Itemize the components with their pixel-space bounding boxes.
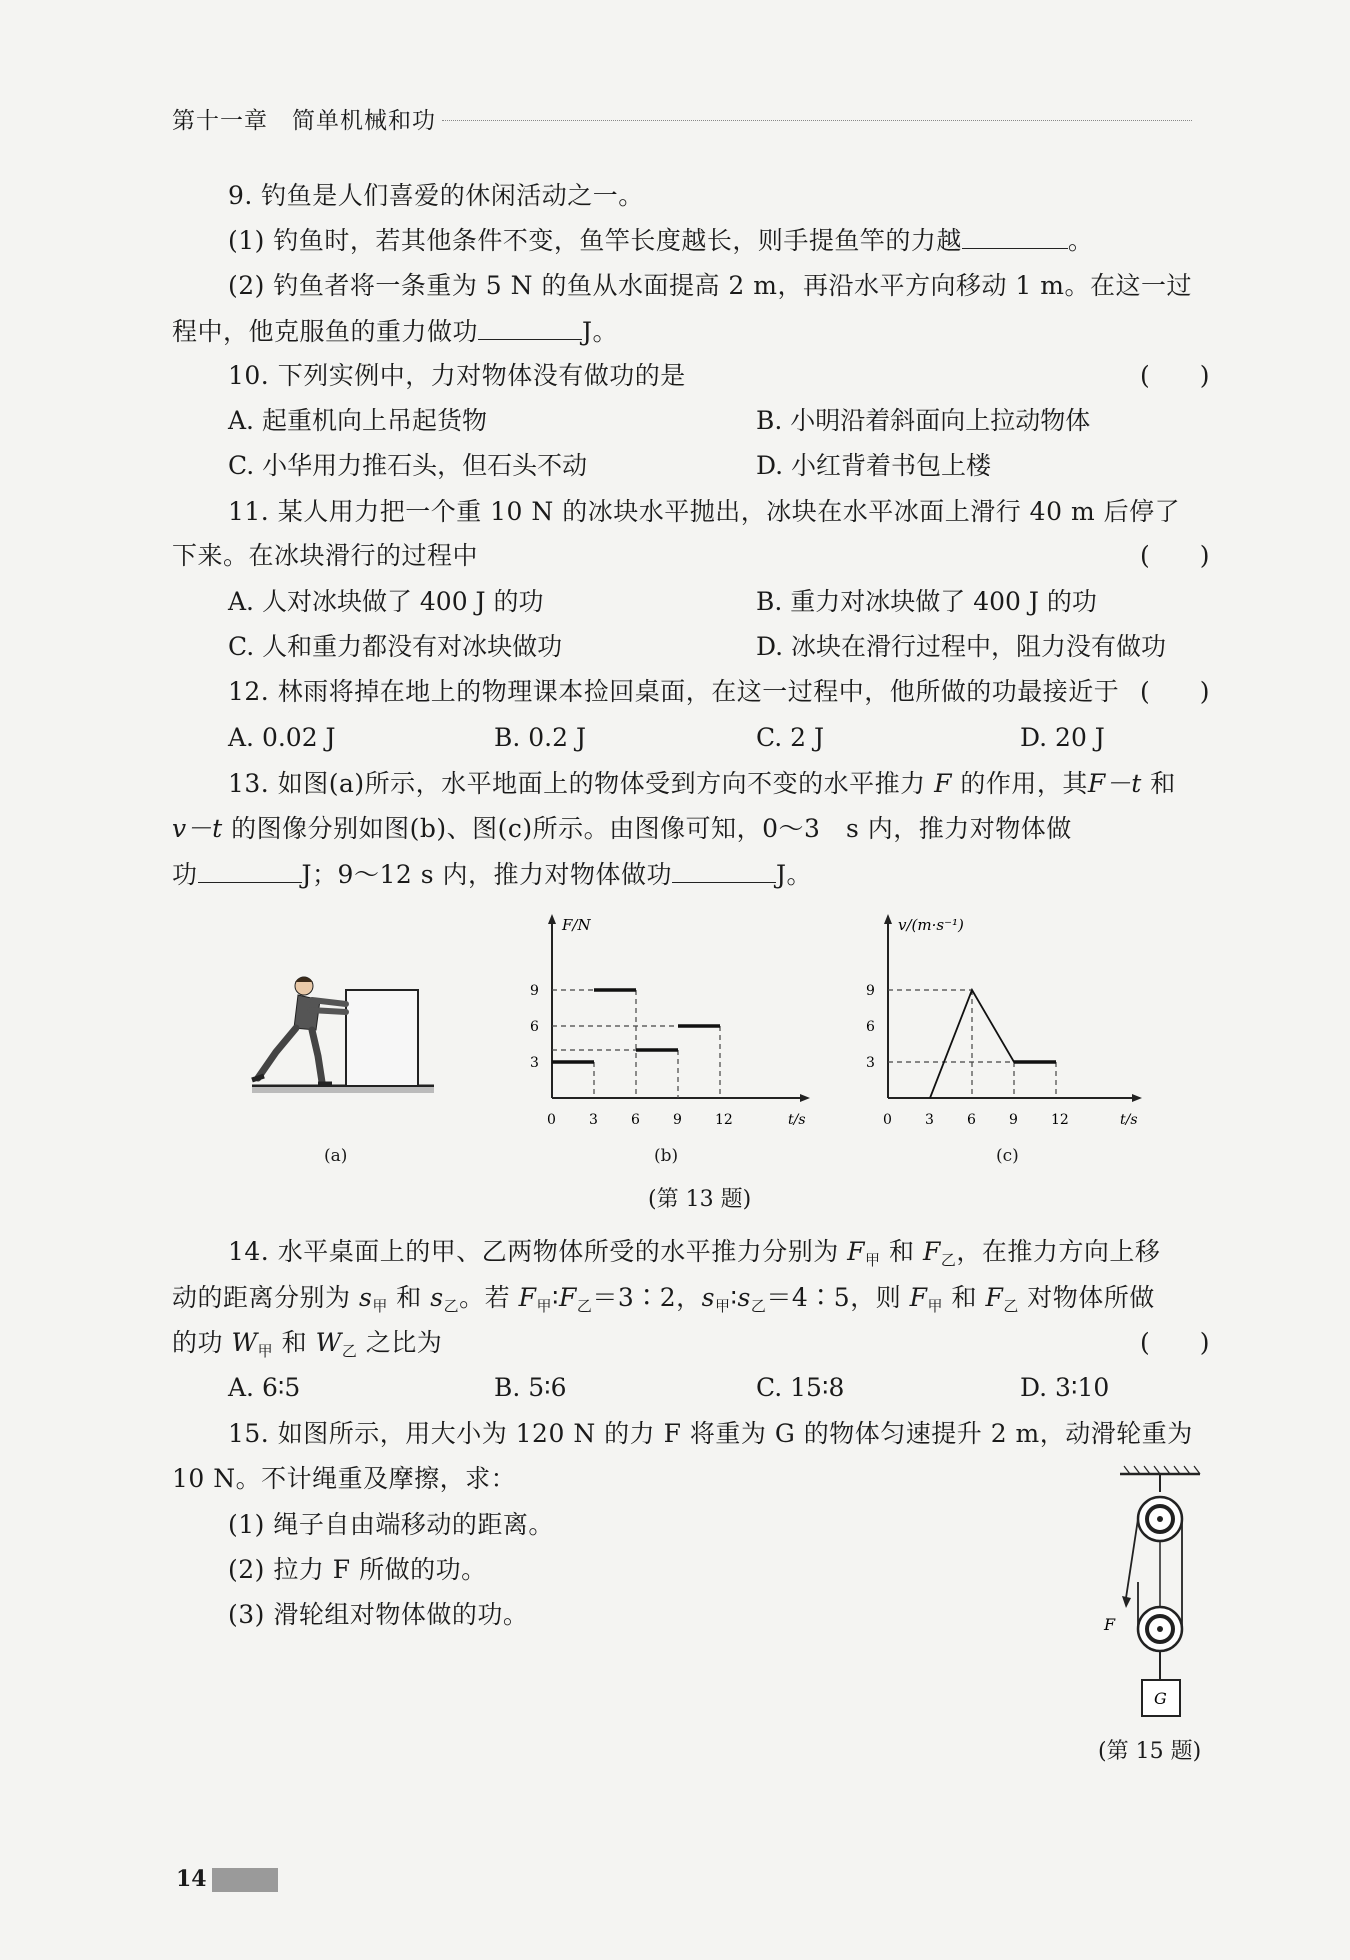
symbol-s: s — [430, 1283, 444, 1312]
q9-part2-end: J。 — [582, 317, 619, 346]
q14-option-d[interactable]: D. 3∶10 — [1020, 1373, 1110, 1402]
q14-text: ＝4∶5，则 — [766, 1283, 902, 1312]
q14-text: 和 — [281, 1328, 308, 1357]
q14-line1 — [228, 1234, 1160, 1278]
tick-labels — [866, 983, 1069, 1128]
q13-line3 — [172, 856, 812, 893]
q9-part2-text: 程中，他克服鱼的重力做功 — [172, 317, 479, 346]
q10-stem: 10. 下列实例中，力对物体没有做功的是 — [228, 361, 686, 390]
x-axis-arrow — [1132, 1094, 1142, 1102]
y-tick-label: 6 — [866, 1019, 875, 1035]
q9-part1 — [228, 222, 1093, 259]
x-tick-label: 0 — [883, 1112, 892, 1128]
figure-b-label: (b) — [654, 1146, 679, 1166]
q12-option-c[interactable]: C. 2 J — [756, 723, 825, 752]
figure-a-pushing-box — [246, 960, 446, 1100]
x-tick-label: 12 — [1051, 1112, 1069, 1128]
symbol-s: s — [358, 1283, 373, 1312]
answer-blank[interactable] — [962, 222, 1068, 249]
ratio-colon: ∶ — [551, 1283, 559, 1312]
q13-text: 13. 如图(a)所示，水平地面上的物体受到方向不变的水平推力 — [228, 769, 926, 798]
x-tick-label: 3 — [589, 1112, 598, 1128]
subscript-yi: 乙 — [940, 1251, 957, 1269]
q14-text: 对物体所做 — [1027, 1283, 1155, 1312]
x-axis-arrow — [800, 1094, 810, 1102]
q13-text: 功 — [172, 860, 198, 889]
q15-part3: (3) 滑轮组对物体做的功。 — [228, 1600, 529, 1629]
x-tick-label: 9 — [1009, 1112, 1018, 1128]
subscript-jia: 甲 — [372, 1297, 388, 1315]
q10-option-d[interactable]: D. 小红背着书包上楼 — [756, 451, 992, 480]
q12-option-d[interactable]: D. 20 J — [1020, 723, 1105, 752]
person-pushing — [252, 977, 346, 1084]
y-axis-label: v/(m·s⁻¹) — [898, 916, 964, 934]
q14-text: ＝3∶2， — [592, 1283, 702, 1312]
chapter-title: 第十一章 简单机械和功 — [172, 107, 436, 134]
tick-labels — [530, 983, 733, 1128]
q12-answer-paren[interactable]: ( ) — [1140, 677, 1210, 706]
q14-line2 — [172, 1280, 1155, 1324]
q11-option-d[interactable]: D. 冰块在滑行过程中，阻力没有做功 — [756, 632, 1167, 661]
subscript-jia: 甲 — [536, 1297, 552, 1315]
q9-part2-line1: (2) 钓鱼者将一条重为 5 N 的鱼从水面提高 2 m，再沿水平方向移动 1 m。在这一过 — [228, 271, 1192, 300]
subscript-yi: 乙 — [750, 1297, 767, 1315]
q13-line1 — [228, 766, 1176, 802]
figure-c-velocity-time-graph — [840, 910, 1160, 1140]
q14-text: 14. 水平桌面上的甲、乙两物体所受的水平推力分别为 — [228, 1237, 839, 1266]
y-axis-arrow — [548, 914, 556, 924]
answer-blank[interactable] — [672, 856, 776, 883]
q13-symbol-F: F — [934, 769, 952, 798]
x-axis-unit-label: t/s — [788, 1112, 806, 1128]
q14-line3 — [172, 1325, 442, 1369]
q13-text: J。 — [775, 860, 813, 889]
subscript-jia: 甲 — [257, 1342, 274, 1360]
q14-answer-paren[interactable]: ( ) — [1140, 1328, 1210, 1357]
y-tick-label: 3 — [530, 1055, 539, 1071]
subscript-yi: 乙 — [341, 1342, 358, 1360]
symbol-W: W — [315, 1328, 342, 1357]
q14-text: 和 — [951, 1283, 977, 1312]
symbol-F: F — [847, 1237, 866, 1266]
q14-option-b[interactable]: B. 5∶6 — [494, 1373, 567, 1402]
subscript-jia: 甲 — [715, 1297, 731, 1315]
q9-part1-text: (1) 钓鱼时，若其他条件不变，鱼竿长度越长，则手提鱼竿的力越 — [228, 226, 962, 255]
page-header — [172, 100, 1192, 136]
figure-13-caption: (第 13 题) — [648, 1187, 752, 1212]
q15-part1: (1) 绳子自由端移动的距离。 — [228, 1510, 554, 1539]
q15-part2: (2) 拉力 F 所做的功。 — [228, 1555, 487, 1584]
pulley-system-figure — [1100, 1462, 1220, 1732]
y-tick-label: 6 — [530, 1019, 539, 1035]
y-tick-label: 9 — [530, 983, 539, 999]
symbol-F: F — [558, 1283, 577, 1312]
q10-option-b[interactable]: B. 小明沿着斜面向上拉动物体 — [756, 406, 1091, 435]
ratio-colon: ∶ — [730, 1283, 738, 1312]
figure-c-label: (c) — [996, 1146, 1019, 1166]
q13-symbol-vt: v－t — [172, 814, 223, 843]
q14-text: 的功 — [172, 1328, 224, 1357]
x-tick-label: 3 — [925, 1112, 934, 1128]
q15-line1: 15. 如图所示，用大小为 120 N 的力 F 将重为 G 的物体匀速提升 2 m，动滑轮重为 — [228, 1419, 1193, 1448]
q11-option-c[interactable]: C. 人和重力都没有对冰块做功 — [228, 632, 563, 661]
q14-option-c[interactable]: C. 15∶8 — [756, 1373, 845, 1402]
q10-answer-paren[interactable]: ( ) — [1140, 361, 1210, 390]
symbol-F: F — [985, 1283, 1004, 1312]
ground-hatch — [252, 1087, 434, 1093]
symbol-s: s — [701, 1283, 715, 1312]
x-axis-unit-label: t/s — [1120, 1112, 1138, 1128]
q13-line2 — [172, 811, 1072, 847]
q13-text: 的图像分别如图(b)、图(c)所示。由图像可知，0～3 s 内，推力对物体做 — [231, 814, 1072, 843]
symbol-F: F — [909, 1283, 928, 1312]
q13-text: 和 — [1150, 769, 1176, 798]
q9-stem: 9. 钓鱼是人们喜爱的休闲活动之一。 — [228, 181, 644, 210]
figure-b-force-time-graph — [500, 910, 820, 1140]
subscript-yi: 乙 — [1003, 1297, 1019, 1315]
answer-blank[interactable] — [198, 856, 302, 883]
data-line — [930, 990, 1056, 1098]
answer-blank[interactable] — [478, 313, 582, 340]
q12-option-b[interactable]: B. 0.2 J — [494, 723, 586, 752]
symbol-F: F — [922, 1237, 941, 1266]
page-number-bar — [212, 1868, 278, 1892]
q14-option-a[interactable]: A. 6∶5 — [228, 1373, 301, 1402]
subscript-yi: 乙 — [443, 1297, 460, 1315]
q14-text: 之比为 — [365, 1328, 443, 1357]
subscript-jia: 甲 — [865, 1251, 881, 1269]
x-tick-label: 6 — [631, 1112, 640, 1128]
q11-stem-line2: 下来。在冰块滑行的过程中 — [172, 541, 479, 570]
q9-part2-line2 — [172, 313, 618, 350]
q10-option-c[interactable]: C. 小华用力推石头，但石头不动 — [228, 451, 588, 480]
q14-text: 和 — [396, 1283, 422, 1312]
box — [346, 990, 418, 1086]
symbol-F: F — [518, 1283, 537, 1312]
q14-text: 。若 — [459, 1283, 511, 1312]
guide-lines — [552, 990, 720, 1098]
page-number: 14 — [176, 1866, 207, 1892]
x-tick-label: 6 — [967, 1112, 976, 1128]
q12-stem: 12. 林雨将掉在地上的物理课本捡回桌面，在这一过程中，他所做的功最接近于 — [228, 677, 1120, 706]
q14-text: 和 — [889, 1237, 915, 1266]
q10-option-a[interactable]: A. 起重机向上吊起货物 — [228, 406, 487, 435]
y-tick-label: 3 — [866, 1055, 875, 1071]
q12-option-a[interactable]: A. 0.02 J — [228, 723, 336, 752]
figure-a-label: (a) — [324, 1146, 348, 1166]
q13-text: 的作用，其 — [960, 769, 1088, 798]
force-label: F — [1104, 1615, 1116, 1634]
q11-stem-line1: 11. 某人用力把一个重 10 N 的冰块水平抛出，冰块在水平冰面上滑行 40 m 后停了 — [228, 497, 1181, 526]
q13-text: J；9～12 s 内，推力对物体做功 — [301, 860, 672, 889]
figure-15-caption: (第 15 题) — [1098, 1739, 1202, 1764]
x-tick-label: 9 — [673, 1112, 682, 1128]
y-tick-label: 9 — [866, 983, 875, 999]
guide-lines — [888, 990, 1056, 1098]
y-axis-label: F/N — [562, 916, 591, 934]
free-rope — [1126, 1519, 1138, 1598]
velocity-line — [930, 990, 1056, 1098]
weight-label: G — [1154, 1689, 1167, 1708]
q11-option-b[interactable]: B. 重力对冰块做了 400 J 的功 — [756, 587, 1097, 616]
q14-text: ，在推力方向上移 — [956, 1237, 1161, 1266]
q11-option-a[interactable]: A. 人对冰块做了 400 J 的功 — [228, 587, 544, 616]
q15-line2: 10 N。不计绳重及摩擦，求： — [172, 1464, 517, 1493]
y-axis-arrow — [884, 914, 892, 924]
force-arrow-icon — [1122, 1596, 1131, 1608]
subscript-jia: 甲 — [927, 1297, 944, 1315]
q9-part1-end: 。 — [1067, 226, 1094, 255]
q13-symbol-Ft: F－t — [1087, 769, 1142, 798]
header-dotted-rule — [442, 120, 1192, 121]
x-tick-label: 12 — [715, 1112, 733, 1128]
x-tick-label: 0 — [547, 1112, 556, 1128]
symbol-s: s — [737, 1283, 751, 1312]
q14-text: 动的距离分别为 — [172, 1283, 351, 1312]
symbol-W: W — [231, 1328, 258, 1357]
q11-answer-paren[interactable]: ( ) — [1140, 541, 1210, 570]
subscript-yi: 乙 — [576, 1297, 593, 1315]
